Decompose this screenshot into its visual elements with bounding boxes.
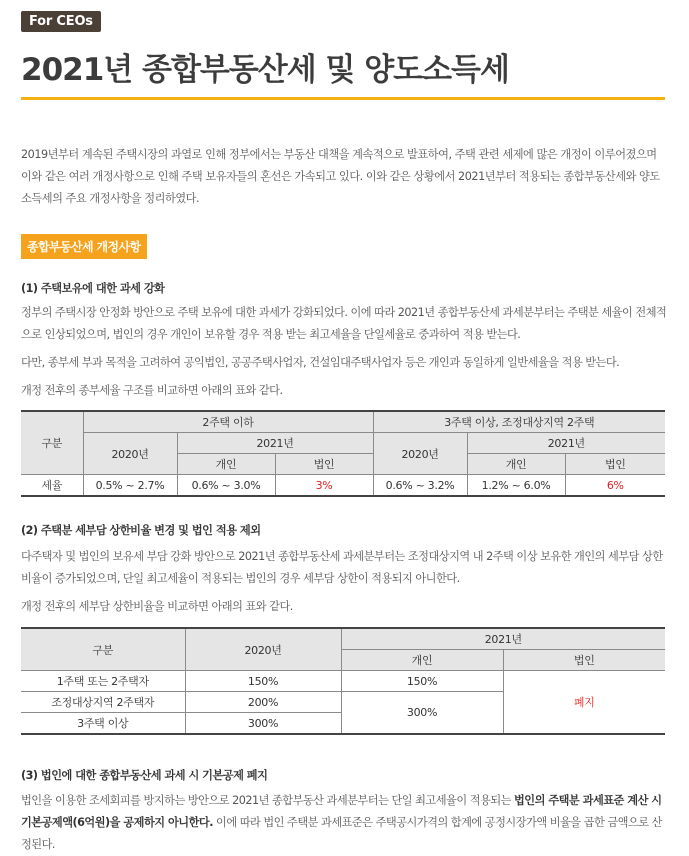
- title-divider: [21, 97, 665, 100]
- col-header-category: 구분: [21, 411, 83, 475]
- col-header-2020: 2020년: [373, 433, 467, 475]
- table-cell: 300%: [341, 692, 503, 735]
- col-header-corporate: 법인: [565, 454, 665, 475]
- group-header-two-or-less: 2주택 이하: [83, 411, 373, 433]
- table-cell: 150%: [341, 671, 503, 692]
- section-heading-tag: 종합부동산세 개정사항: [21, 234, 147, 259]
- col-header-corporate: 법인: [275, 454, 373, 475]
- col-header-individual: 개인: [177, 454, 275, 475]
- table-cell-highlight: 3%: [275, 475, 373, 497]
- subsection-1-paragraph-1: 정부의 주택시장 안정화 방안으로 주택 보유에 대한 과세가 강화되었다. 이에 따라 2021년 종합부동산세 과세분부터는 주택분 세율이 전체적으로 인상되었으며, 법인의 경우 개인이 보유할 경우 적용 받는 최고세율을 단일세율로 중과하여 적용 받는다.: [21, 306, 667, 341]
- col-header-2021: 2021년: [177, 433, 373, 454]
- row-label: 1주택 또는 2주택자: [21, 671, 185, 692]
- table-cell: 300%: [185, 713, 341, 735]
- subsection-1-heading: (1) 주택보유에 대한 과세 강화: [21, 282, 165, 295]
- row-label: 3주택 이상: [21, 713, 185, 735]
- paragraph-text: 이에 따라 법인 주택분 과세표준은 주택공시가격의 합계에 공정시장가액 비율을 곱한 금액으로 산정된다.: [21, 816, 662, 851]
- intro-paragraph: 2019년부터 계속된 주택시장의 과열로 인해 정부에서는 부동산 대책을 계속적으로 발표하여, 주택 관련 세제에 많은 개정이 이루어졌으며 이와 같은 여러 개정사항으로 인해 주택 보유자들의 혼선은 가속되고 있다. 이와 같은 상황에서 2021년부터 적용되는 종합부동산세와 양도소득세의 주요 개정사항을 정리하였다.: [21, 148, 660, 205]
- subsection-1-paragraph-3: 개정 전후의 종부세율 구조를 비교하면 아래의 표와 같다.: [21, 384, 283, 397]
- subsection-2-paragraph-1: 다주택자 및 법인의 보유세 부담 강화 방안으로 2021년 종합부동산세 과세분부터는 조정대상지역 내 2주택 이상 보유한 개인의 세부담 상한비율이 증가되었으며, 단일 최고세율이 적용되는 법인의 경우 세부담 상한이 적용되지 아니한다.: [21, 550, 663, 585]
- table-row: [21, 475, 665, 497]
- table-cell: 0.5% ~ 2.7%: [83, 475, 177, 497]
- table-cell: 150%: [185, 671, 341, 692]
- row-label: 조정대상지역 2주택자: [21, 692, 185, 713]
- col-header-2021: 2021년: [341, 628, 665, 650]
- subsection-1-paragraph-2: 다만, 종부세 부과 목적을 고려하여 공익법인, 공공주택사업자, 건설임대주택사업자 등은 개인과 동일하게 일반세율을 적용 받는다.: [21, 356, 620, 369]
- col-header-individual: 개인: [341, 650, 503, 671]
- col-header-2021: 2021년: [467, 433, 665, 454]
- tax-rate-table: [21, 410, 665, 497]
- table-cell: 200%: [185, 692, 341, 713]
- table-cell-highlight: 폐지: [503, 671, 665, 735]
- table-cell: 1.2% ~ 6.0%: [467, 475, 565, 497]
- tax-cap-table: [21, 627, 665, 735]
- table-cell-highlight: 6%: [565, 475, 665, 497]
- subsection-2-heading: (2) 주택분 세부담 상한비율 변경 및 법인 적용 제외: [21, 524, 261, 537]
- col-header-category: 구분: [21, 628, 185, 671]
- col-header-2020: 2020년: [83, 433, 177, 475]
- col-header-2020: 2020년: [185, 628, 341, 671]
- paragraph-text: 법인을 이용한 조세회피를 방지하는 방안으로 2021년 종합부동산 과세분부터는 단일 최고세율이 적용되는: [21, 794, 514, 807]
- col-header-individual: 개인: [467, 454, 565, 475]
- group-header-three-or-more: 3주택 이상, 조정대상지역 2주택: [373, 411, 665, 433]
- subsection-3-paragraph: [21, 790, 667, 856]
- subsection-2-paragraph-2: 개정 전후의 세부담 상한비율을 비교하면 아래의 표와 같다.: [21, 600, 293, 613]
- table-row: [21, 671, 665, 692]
- emphasized-text: 법인의 주택분 과세표준 계산 시 기본공제액(6억원)을 공제하지 아니한다.: [21, 794, 662, 829]
- col-header-corporate: 법인: [503, 650, 665, 671]
- page-title: 2021년 종합부동산세 및 양도소득세: [21, 52, 509, 88]
- table-cell: 0.6% ~ 3.2%: [373, 475, 467, 497]
- category-badge: For CEOs: [21, 11, 101, 32]
- subsection-3-heading: (3) 법인에 대한 종합부동산세 과세 시 기본공제 폐지: [21, 769, 268, 782]
- table-cell: 0.6% ~ 3.0%: [177, 475, 275, 497]
- row-label: 세율: [21, 475, 83, 497]
